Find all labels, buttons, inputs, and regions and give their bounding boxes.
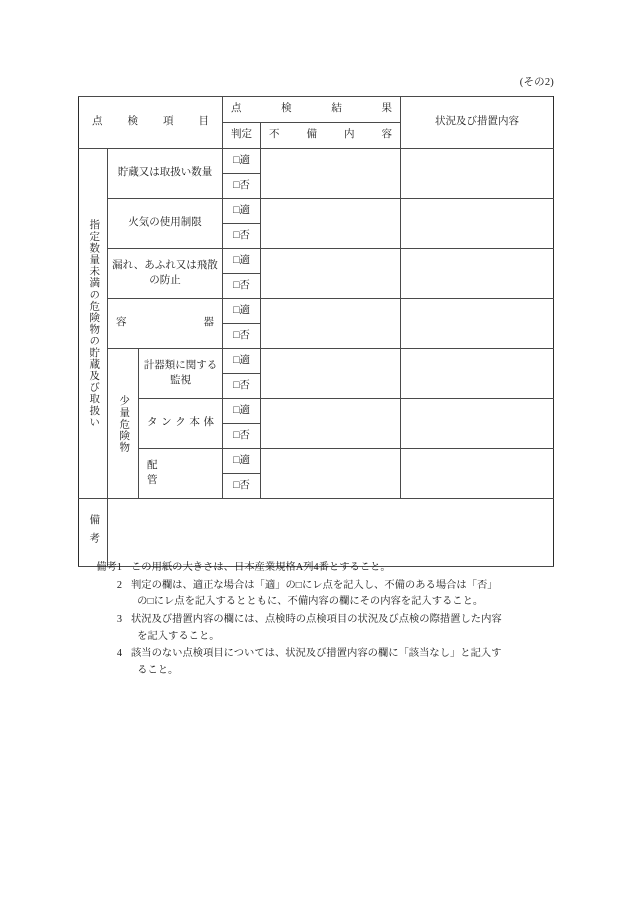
header-inspection-results: 点 検 結 果	[223, 97, 401, 123]
judgement-pass-4[interactable]: □適	[223, 349, 261, 374]
header-defect-content: 不 備 内 容	[261, 123, 401, 149]
note-number: 2	[116, 579, 122, 591]
note-text: 状況及び措置内容の欄には、点検時の点検項目の状況及び点検の際措置した内容 を記入すること。	[131, 614, 502, 642]
status-input-4[interactable]	[401, 349, 554, 399]
defect-input-4[interactable]	[261, 349, 401, 399]
inspection-table	[78, 96, 554, 567]
status-input-1[interactable]	[401, 199, 554, 249]
defect-input-3[interactable]	[261, 299, 401, 349]
judgement-pass-5[interactable]: □適	[223, 399, 261, 424]
sheet-number: (その2)	[519, 77, 554, 88]
subgroup-vertical-label: 少量危険物	[108, 349, 139, 499]
defect-input-5[interactable]	[261, 399, 401, 449]
table-row	[79, 349, 554, 374]
note-text: 判定の欄は、適正な場合は「適」の□にレ点を記入し、不備のある場合は「否」 の□にレ点を記入するとともに、不備内容の欄にその内容を記入すること。	[131, 579, 498, 608]
note-number: 備考1	[96, 562, 122, 573]
item-label-0: 貯蔵又は取扱い数量	[108, 149, 223, 199]
header-status-measures: 状況及び措置内容	[401, 97, 554, 149]
note-item	[78, 646, 570, 679]
table-row	[79, 399, 554, 424]
item-label-1: 火気の使用制限	[108, 199, 223, 249]
table-header-row-1	[79, 97, 554, 123]
judgement-pass-6[interactable]: □適	[223, 449, 261, 474]
form-notes	[78, 560, 570, 681]
item-label-6: 配 管	[139, 449, 223, 499]
defect-input-6[interactable]	[261, 449, 401, 499]
remarks-input[interactable]	[108, 499, 554, 567]
table-row	[79, 449, 554, 474]
table-row	[79, 299, 554, 324]
judgement-pass-3[interactable]: □適	[223, 299, 261, 324]
item-label-5: タ ン ク 本 体	[139, 399, 223, 449]
remarks-label: 備考	[79, 499, 108, 567]
status-input-6[interactable]	[401, 449, 554, 499]
judgement-pass-1[interactable]: □適	[223, 199, 261, 224]
defect-input-0[interactable]	[261, 149, 401, 199]
remarks-row	[79, 499, 554, 567]
defect-input-1[interactable]	[261, 199, 401, 249]
note-text: 該当のない点検項目については、状況及び措置内容の欄に「該当なし」と記入す ること。	[131, 648, 502, 677]
defect-input-2[interactable]	[261, 249, 401, 299]
judgement-fail-0[interactable]: □否	[223, 174, 261, 199]
header-inspection-items: 点 検 項 目	[79, 97, 223, 149]
judgement-fail-2[interactable]: □否	[223, 274, 261, 299]
judgement-fail-5[interactable]: □否	[223, 424, 261, 449]
judgement-fail-1[interactable]: □否	[223, 224, 261, 249]
note-number: 3	[116, 614, 122, 626]
table-row	[79, 199, 554, 224]
judgement-pass-2[interactable]: □適	[223, 249, 261, 274]
status-input-3[interactable]	[401, 299, 554, 349]
table-row	[79, 249, 554, 274]
judgement-fail-3[interactable]: □否	[223, 324, 261, 349]
header-judgement: 判定	[223, 123, 261, 149]
status-input-0[interactable]	[401, 149, 554, 199]
judgement-fail-4[interactable]: □否	[223, 374, 261, 399]
note-text: この用紙の大きさは、日本産業規格A列4番とすること。	[131, 562, 391, 573]
note-item	[78, 560, 570, 577]
item-label-2: 漏れ、あふれ又は飛散の防止	[108, 249, 223, 299]
judgement-pass-0[interactable]: □適	[223, 149, 261, 174]
judgement-fail-6[interactable]: □否	[223, 474, 261, 499]
note-number: 4	[116, 648, 122, 660]
item-label-3: 容 器	[108, 299, 223, 349]
item-label-4: 計器類に関する監視	[139, 349, 223, 399]
status-input-5[interactable]	[401, 399, 554, 449]
note-item	[78, 612, 570, 645]
category-vertical-label: 指定数量未満の危険物の貯蔵及び取扱い	[79, 149, 108, 499]
note-item	[78, 578, 570, 611]
table-row	[79, 149, 554, 174]
status-input-2[interactable]	[401, 249, 554, 299]
